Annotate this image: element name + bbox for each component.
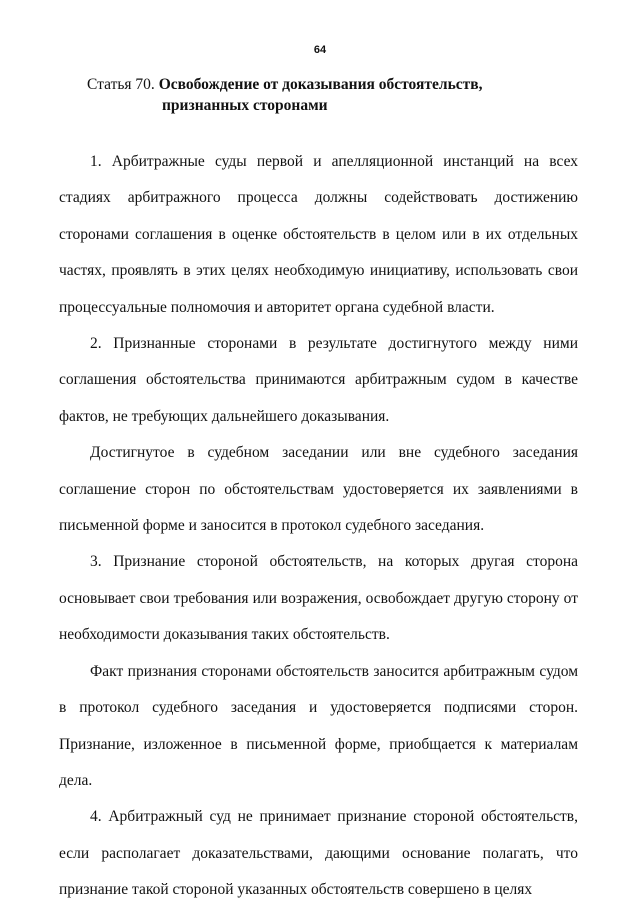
paragraph-4: 3. Признание стороной обстоятельств, на которых другая сторона основывает свои требования или возражения, освобождает другую сторону от необходимости доказывания таких обстоятельств. xyxy=(59,553,578,644)
article-body xyxy=(59,144,578,909)
article-title-line2: признанных сторонами xyxy=(162,97,328,114)
page-number: 64 xyxy=(313,44,327,56)
paragraph-1: 1. Арбитражные суды первой и апелляционной инстанций на всех стадиях арбитражного процесса должны содействовать достижению сторонами соглашения в оценке обстоятельств в целом или в их отдельных частях, проявлять в этих целях необходимую инициативу, использовать свои процессуальные полномочия и авторитет органа судебной власти. xyxy=(59,153,578,316)
paragraph-5: Факт признания сторонами обстоятельств заносится арбитражным судом в протокол судебного заседания и удостоверяется подписями сторон. Признание, изложенное в письменной форме, приобщается к материалам дела. xyxy=(59,662,578,789)
paragraph-3: Достигнутое в судебном заседании или вне судебного заседания соглашение сторон по обстоятельствам удостоверяется их заявлениями в письменной форме и заносится в протокол судебного заседания. xyxy=(59,444,578,535)
article-heading xyxy=(87,74,567,116)
article-number: Статья 70. xyxy=(87,76,155,93)
paragraph-6: 4. Арбитражный суд не принимает признание стороной обстоятельств, если располагает доказательствами, дающими основание полагать, что признание такой стороной указанных обстоятельств совершено в целях xyxy=(59,808,578,899)
article-title-line1: Освобождение от доказывания обстоятельств, xyxy=(158,76,483,93)
paragraph-2: 2. Признанные сторонами в результате достигнутого между ними соглашения обстоятельства принимаются арбитражным судом в качестве фактов, не требующих дальнейшего доказывания. xyxy=(59,335,578,425)
